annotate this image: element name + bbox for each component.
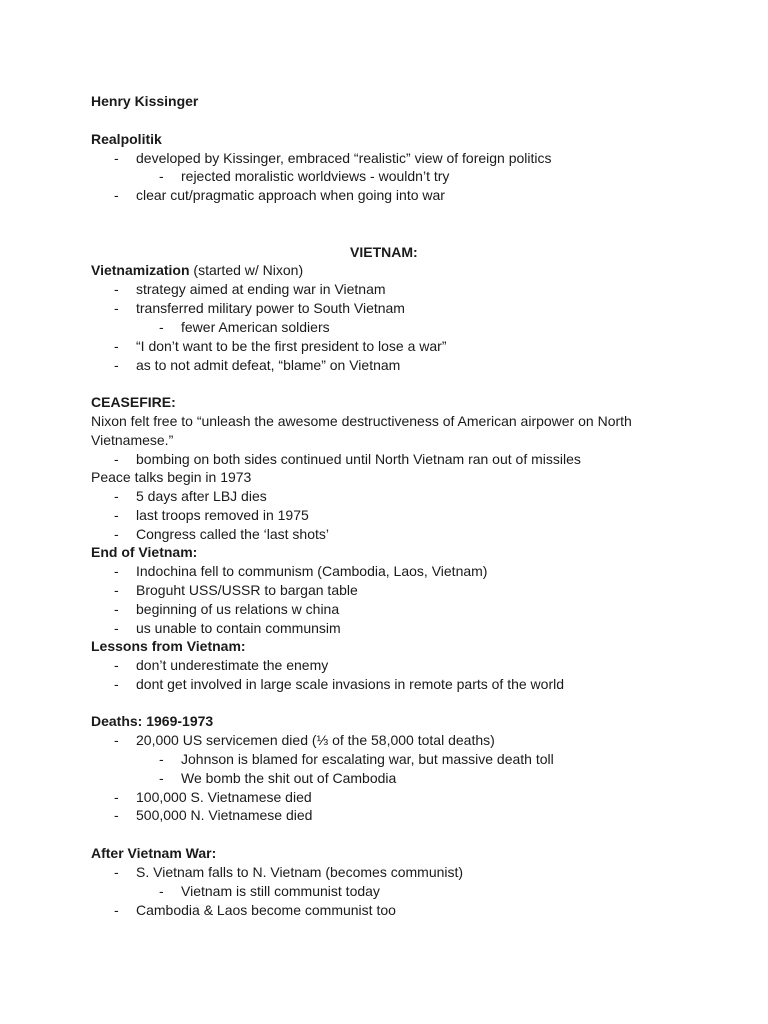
end-of-vietnam-bullet-3: beginning of us relations w china (136, 601, 340, 617)
bullet-dash: - (114, 582, 119, 598)
bullet-dash: - (159, 319, 164, 335)
bullet-dash: - (114, 488, 119, 504)
bullet-dash: - (114, 507, 119, 523)
bullet-dash: - (159, 168, 164, 184)
bullet-dash: - (114, 732, 119, 748)
bullet-dash: - (114, 620, 119, 636)
bullet-dash: - (114, 357, 119, 373)
ceasefire-bullet-4: Congress called the ‘last shots’ (136, 526, 329, 542)
vietnamization-bullet-2: transferred military power to South Vietnam (136, 300, 405, 316)
ceasefire-paragraph-line-1: Nixon felt free to “unleash the awesome destructiveness of American airpower on North (91, 413, 632, 429)
page-title: Henry Kissinger (91, 93, 199, 109)
end-of-vietnam-bullet-4: us unable to contain communsim (136, 620, 341, 636)
deaths-heading: Deaths: 1969-1973 (91, 713, 214, 729)
vietnamization-bullet-1: strategy aimed at ending war in Vietnam (136, 281, 386, 297)
realpolitik-bullet-1: developed by Kissinger, embraced “realistic” view of foreign politics (136, 150, 552, 166)
bullet-dash: - (159, 751, 164, 767)
vietnam-heading: VIETNAM: (350, 244, 418, 260)
after-war-bullet-1: S. Vietnam falls to N. Vietnam (becomes communist) (136, 864, 464, 880)
bullet-dash: - (159, 770, 164, 786)
bullet-dash: - (114, 657, 119, 673)
bullet-dash: - (114, 676, 119, 692)
end-of-vietnam-bullet-1: Indochina fell to communism (Cambodia, Laos, Vietnam) (136, 563, 488, 579)
vietnamization-heading: Vietnamization (91, 262, 190, 278)
deaths-bullet-2: 100,000 S. Vietnamese died (136, 789, 312, 805)
vietnamization-line (91, 261, 303, 279)
bullet-dash: - (114, 807, 119, 823)
ceasefire-bullet-2: 5 days after LBJ dies (136, 488, 267, 504)
bullet-dash: - (114, 601, 119, 617)
bullet-dash: - (114, 451, 119, 467)
realpolitik-bullet-2: clear cut/pragmatic approach when going into war (136, 187, 445, 203)
deaths-subbullet-2: We bomb the shit out of Cambodia (181, 770, 397, 786)
ceasefire-bullet-3: last troops removed in 1975 (136, 507, 309, 523)
ceasefire-paragraph-2: Peace talks begin in 1973 (91, 469, 252, 485)
vietnamization-note: (started w/ Nixon) (189, 262, 304, 278)
ceasefire-paragraph-line-2: Vietnamese.” (91, 432, 174, 448)
bullet-dash: - (114, 563, 119, 579)
bullet-dash: - (114, 187, 119, 203)
bullet-dash: - (114, 150, 119, 166)
ceasefire-heading: CEASEFIRE: (91, 394, 176, 410)
deaths-bullet-3: 500,000 N. Vietnamese died (136, 807, 313, 823)
after-war-bullet-2: Cambodia & Laos become communist too (136, 902, 396, 918)
bullet-dash: - (114, 902, 119, 918)
vietnamization-bullet-3: “I don’t want to be the first president to lose a war” (136, 338, 447, 354)
lessons-heading: Lessons from Vietnam: (91, 638, 246, 654)
bullet-dash: - (159, 883, 164, 899)
bullet-dash: - (114, 526, 119, 542)
lessons-bullet-2: dont get involved in large scale invasions in remote parts of the world (136, 676, 565, 692)
lessons-bullet-1: don’t underestimate the enemy (136, 657, 329, 673)
end-of-vietnam-heading: End of Vietnam: (91, 544, 198, 560)
vietnamization-subbullet-1: fewer American soldiers (181, 319, 330, 335)
ceasefire-bullet-1: bombing on both sides continued until North Vietnam ran out of missiles (136, 451, 581, 467)
realpolitik-heading: Realpolitik (91, 131, 162, 147)
bullet-dash: - (114, 281, 119, 297)
deaths-subbullet-1: Johnson is blamed for escalating war, but massive death toll (181, 751, 554, 767)
bullet-dash: - (114, 864, 119, 880)
bullet-dash: - (114, 789, 119, 805)
after-war-subbullet-1: Vietnam is still communist today (181, 883, 380, 899)
deaths-bullet-1: 20,000 US servicemen died (⅓ of the 58,000 total deaths) (136, 732, 495, 748)
realpolitik-subbullet-1: rejected moralistic worldviews - wouldn’t try (181, 168, 450, 184)
after-war-heading: After Vietnam War: (91, 845, 217, 861)
vietnamization-bullet-4: as to not admit defeat, “blame” on Vietnam (136, 357, 401, 373)
bullet-dash: - (114, 300, 119, 316)
bullet-dash: - (114, 338, 119, 354)
end-of-vietnam-bullet-2: Broguht USS/USSR to bargan table (136, 582, 358, 598)
